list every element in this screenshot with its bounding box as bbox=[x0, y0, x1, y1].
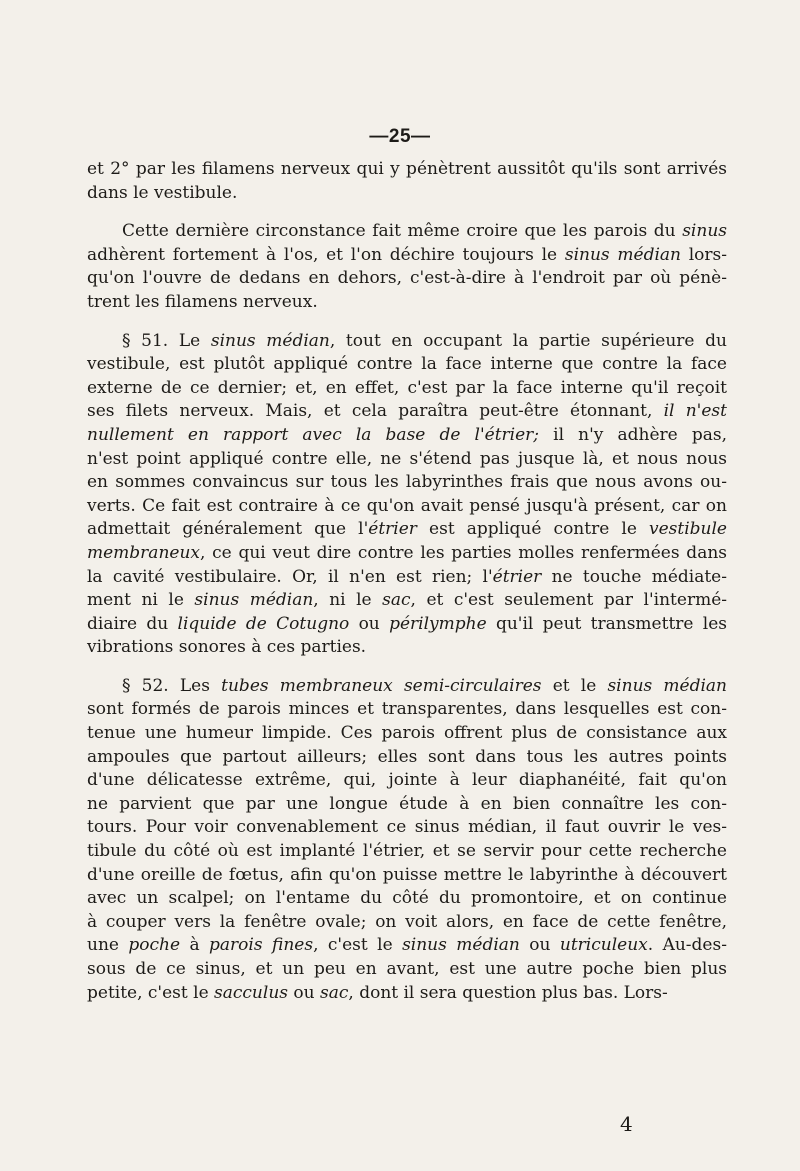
italic-text: étrier bbox=[492, 566, 542, 587]
text-line bbox=[87, 424, 727, 448]
italic-text: tubes membraneux semi-circulaires bbox=[221, 675, 542, 696]
italic-text: parois fines bbox=[209, 935, 314, 956]
italic-text: sinus médian bbox=[564, 244, 681, 265]
text-line bbox=[87, 518, 727, 542]
text-line bbox=[87, 566, 727, 590]
text-line bbox=[87, 291, 727, 315]
italic-text: poche bbox=[128, 935, 181, 956]
text-run: , et c'est seulement par l'intermé- bbox=[410, 590, 727, 611]
text-run: est appliqué contre le bbox=[416, 519, 649, 540]
text-line bbox=[87, 613, 727, 637]
italic-text: sinus bbox=[682, 221, 727, 242]
text-run: § 51. Le bbox=[122, 330, 211, 351]
text-run: , tout en occupant la partie supérieure du bbox=[329, 330, 727, 351]
text-run: petite, c'est le bbox=[87, 982, 215, 1003]
text-line bbox=[87, 769, 727, 793]
text-line bbox=[87, 400, 727, 424]
paragraph bbox=[87, 330, 727, 660]
text-line bbox=[87, 220, 727, 244]
text-line bbox=[87, 448, 727, 472]
italic-text: sac bbox=[382, 590, 411, 611]
text-run: il n'y adhère pas, bbox=[539, 424, 727, 445]
text-line bbox=[87, 746, 727, 770]
text-run: verts. Ce fait est contraire à ce qu'on avait pensé jusqu'à présent, car on bbox=[87, 495, 727, 516]
text-run: admettait généralement que l' bbox=[87, 519, 369, 540]
text-line bbox=[87, 958, 727, 982]
text-run: adhèrent fortement à l'os, et l'on déchire toujours le bbox=[87, 244, 565, 265]
text-run: externe de ce dernier; et, en effet, c'est par la face interne qu'il reçoit bbox=[87, 377, 727, 398]
paragraph bbox=[87, 220, 727, 314]
text-run: tours. Pour voir convenablement ce sinus médian, il faut ouvrir le ves- bbox=[87, 817, 727, 838]
text-run: sous de ce sinus, et un peu en avant, est une autre poche bien plus bbox=[87, 959, 727, 979]
text-run: sont formés de parois minces et transparentes, dans lesquelles est con- bbox=[87, 699, 727, 720]
paragraph-gap bbox=[87, 660, 727, 675]
text-line bbox=[87, 267, 727, 291]
paragraph-gap bbox=[87, 205, 727, 220]
body-text bbox=[87, 158, 727, 1005]
italic-text: nullement en rapport avec la base de l'étrier; bbox=[87, 424, 540, 445]
text-run: ses filets nerveux. Mais, et cela paraîtra peut-être étonnant, bbox=[87, 401, 664, 422]
text-run: n'est point appliqué contre elle, ne s'étend pas jusque là, et nous nous bbox=[87, 448, 727, 469]
text-line bbox=[87, 816, 727, 840]
text-run: ne parvient que par une longue étude à en bien connaître les con- bbox=[87, 793, 727, 814]
text-run: ampoules que partout ailleurs; elles sont dans tous les autres points bbox=[87, 746, 727, 767]
text-run: . Au-des- bbox=[647, 935, 727, 956]
text-line bbox=[87, 982, 727, 1006]
text-run: tibule du côté où est implanté l'étrier, et se servir pour cette recherche bbox=[87, 841, 727, 862]
text-run: , c'est le bbox=[313, 935, 403, 956]
text-run: diaire du bbox=[87, 613, 178, 634]
italic-text: sinus médian bbox=[210, 330, 330, 351]
italic-text: sinus médian bbox=[607, 675, 727, 696]
text-line bbox=[87, 182, 727, 206]
text-run: d'une délicatesse extrême, qui, jointe à leur diaphanéité, fait qu'on bbox=[87, 770, 727, 791]
text-line bbox=[87, 353, 727, 377]
text-line bbox=[87, 698, 727, 722]
text-line bbox=[87, 330, 727, 354]
italic-text: périlymphe bbox=[389, 613, 487, 634]
italic-text: utriculeux bbox=[559, 935, 648, 956]
text-line bbox=[87, 722, 727, 746]
signature-mark: 4 bbox=[620, 1112, 633, 1136]
italic-text: il n'est bbox=[663, 401, 727, 422]
text-run: vibrations sonores à ces parties. bbox=[87, 637, 367, 658]
text-line bbox=[87, 377, 727, 401]
text-line bbox=[87, 840, 727, 864]
italic-text: sinus médian bbox=[194, 590, 314, 611]
text-line bbox=[87, 471, 727, 495]
text-run: Cette dernière circonstance fait même croire que les parois du bbox=[122, 221, 683, 242]
italic-text: étrier bbox=[368, 519, 417, 540]
italic-text: sinus médian bbox=[402, 935, 520, 956]
text-run: , ni le bbox=[313, 590, 383, 611]
text-run: ou bbox=[349, 613, 390, 634]
text-run: , dont il sera question plus bas. Lors- bbox=[348, 982, 668, 1003]
paragraph-gap bbox=[87, 315, 727, 330]
italic-text: vestibule bbox=[649, 519, 727, 540]
italic-text: sacculus bbox=[214, 982, 288, 1003]
text-line bbox=[87, 495, 727, 519]
text-run: et 2° par les filamens nerveux qui y pénètrent aussitôt qu'ils sont arrivés bbox=[87, 159, 727, 179]
text-run: vestibule, est plutôt appliqué contre la face interne que contre la face bbox=[87, 354, 727, 375]
text-run: la cavité vestibulaire. Or, il n'en est rien; l' bbox=[87, 566, 493, 587]
text-line bbox=[87, 589, 727, 613]
page-number: —25— bbox=[369, 126, 431, 147]
text-run: lors- bbox=[680, 244, 727, 265]
text-run: et le bbox=[541, 675, 608, 696]
text-line bbox=[87, 542, 727, 566]
text-line bbox=[87, 793, 727, 817]
text-run: en sommes convaincus sur tous les labyrinthes frais que nous avons ou- bbox=[87, 472, 727, 493]
text-run: trent les filamens nerveux. bbox=[87, 291, 318, 312]
text-line bbox=[87, 244, 727, 268]
text-run: à bbox=[180, 935, 210, 956]
text-run: ou bbox=[519, 935, 560, 956]
text-run: ou bbox=[288, 982, 320, 1003]
text-run: , ce qui veut dire contre les parties molles renfermées dans bbox=[200, 542, 727, 563]
text-line bbox=[87, 864, 727, 888]
text-run: ne touche médiate- bbox=[541, 566, 727, 587]
paragraph bbox=[87, 675, 727, 1005]
text-run: § 52. Les bbox=[122, 675, 222, 696]
text-run: ment ni le bbox=[87, 590, 195, 611]
text-run: tenue une humeur limpide. Ces parois offrent plus de consistance aux bbox=[87, 723, 727, 744]
paragraph bbox=[87, 158, 727, 205]
italic-text: liquide de Cotugno bbox=[177, 613, 350, 634]
text-line bbox=[87, 158, 727, 182]
text-run: qu'on l'ouvre de dedans en dehors, c'est-à-dire à l'endroit par où pénè- bbox=[87, 268, 727, 289]
text-line bbox=[87, 636, 727, 660]
italic-text: sac bbox=[320, 982, 349, 1003]
text-line bbox=[87, 675, 727, 699]
text-line bbox=[87, 887, 727, 911]
text-line bbox=[87, 911, 727, 935]
text-run: avec un scalpel; on l'entame du côté du promontoire, et on continue bbox=[87, 888, 727, 909]
text-run: d'une oreille de fœtus, afin qu'on puisse mettre le labyrinthe à découvert bbox=[87, 864, 727, 885]
text-run: qu'il peut transmettre les bbox=[486, 613, 727, 634]
text-run: à couper vers la fenêtre ovale; on voit alors, en face de cette fenêtre, bbox=[87, 911, 727, 932]
text-run: dans le vestibule. bbox=[87, 182, 238, 203]
italic-text: membraneux bbox=[87, 542, 200, 563]
text-run: une bbox=[87, 935, 129, 956]
text-line bbox=[87, 934, 727, 958]
